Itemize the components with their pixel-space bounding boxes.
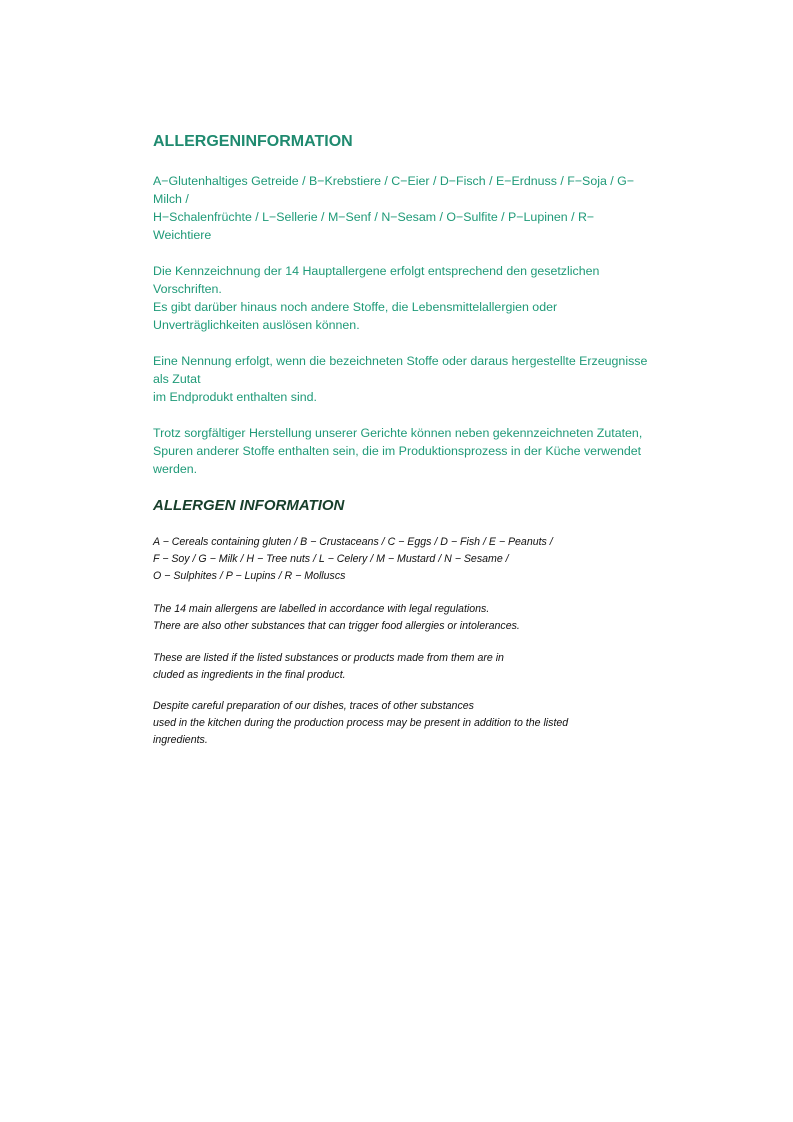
german-labelling-line: Vorschriften. bbox=[153, 282, 222, 296]
german-listing-line: Eine Nennung erfolgt, wenn die bezeichneten Stoffe oder daraus hergestellte Erzeugnisse bbox=[153, 354, 648, 368]
german-listing-line: als Zutat bbox=[153, 372, 201, 386]
german-traces-paragraph bbox=[153, 424, 698, 478]
english-title: ALLERGEN INFORMATION bbox=[153, 497, 345, 514]
english-codes-line: A − Cereals containing gluten / B − Crustaceans / C − Eggs / D − Fish / E − Peanuts / bbox=[153, 536, 553, 548]
german-codes-line: Milch / bbox=[153, 192, 189, 206]
german-listing-paragraph bbox=[153, 352, 698, 406]
german-traces-line: Trotz sorgfältiger Herstellung unserer Gerichte können neben gekennzeichneten Zutaten, bbox=[153, 426, 643, 440]
english-traces-line: used in the kitchen during the production process may be present in addition to the listed bbox=[153, 717, 569, 729]
german-allergen-codes bbox=[153, 172, 698, 244]
german-title: ALLERGENINFORMATION bbox=[153, 133, 353, 150]
english-listing-line: These are listed if the listed substances or products made from them are in bbox=[153, 652, 504, 664]
german-codes-line: H−Schalenfrüchte / L−Sellerie / M−Senf / N−Sesam / O−Sulfite / P−Lupinen / R− bbox=[153, 210, 595, 224]
german-traces-line: Spuren anderer Stoffe enthalten sein, die im Produktionsprozess in der Küche verwendet bbox=[153, 444, 642, 458]
english-traces-line: ingredients. bbox=[153, 734, 208, 746]
english-labelling-paragraph bbox=[153, 601, 698, 635]
german-traces-line: werden. bbox=[153, 462, 198, 476]
english-traces-line: Despite careful preparation of our dishes, traces of other substances bbox=[153, 700, 474, 712]
english-listing-paragraph bbox=[153, 650, 698, 684]
english-traces-paragraph bbox=[153, 698, 698, 749]
english-labelling-line: The 14 main allergens are labelled in accordance with legal regulations. bbox=[153, 603, 490, 615]
english-codes-line: F − Soy / G − Milk / H − Tree nuts / L − Celery / M − Mustard / N − Sesame / bbox=[153, 553, 509, 565]
german-labelling-paragraph bbox=[153, 262, 698, 334]
german-listing-line: im Endprodukt enthalten sind. bbox=[153, 390, 317, 404]
german-labelling-line: Unverträglichkeiten auslösen können. bbox=[153, 318, 360, 332]
german-codes-line: Weichtiere bbox=[153, 228, 212, 242]
english-labelling-line: There are also other substances that can trigger food allergies or intolerances. bbox=[153, 620, 520, 632]
english-codes-line: O − Sulphites / P − Lupins / R − Molluscs bbox=[153, 570, 346, 582]
german-codes-line: A−Glutenhaltiges Getreide / B−Krebstiere / C−Eier / D−Fisch / E−Erdnuss / F−Soja / G− bbox=[153, 174, 635, 188]
german-labelling-line: Die Kennzeichnung der 14 Hauptallergene erfolgt entsprechend den gesetzlichen bbox=[153, 264, 600, 278]
german-labelling-line: Es gibt darüber hinaus noch andere Stoffe, die Lebensmittelallergien oder bbox=[153, 300, 558, 314]
english-listing-line: cluded as ingredients in the final product. bbox=[153, 669, 346, 681]
english-allergen-codes bbox=[153, 534, 698, 585]
